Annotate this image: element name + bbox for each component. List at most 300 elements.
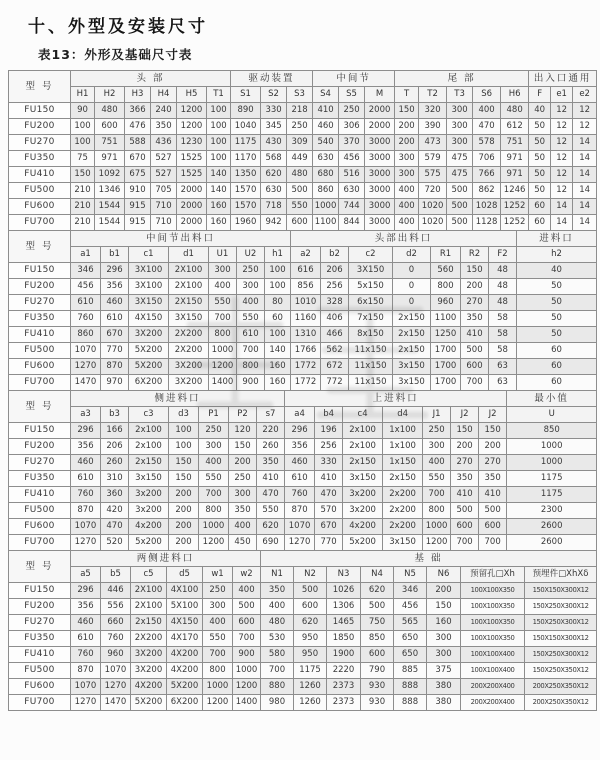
value-cell: 550	[287, 199, 313, 215]
value-cell: 300	[395, 167, 419, 183]
value-cell: 473	[419, 135, 447, 151]
value-cell: 1270	[71, 695, 101, 711]
model-cell: FU350	[9, 631, 71, 647]
value-cell: 700	[461, 375, 489, 391]
model-cell: FU700	[9, 535, 71, 551]
value-cell: 350	[261, 583, 294, 599]
value-cell: 1960	[231, 215, 261, 231]
model-cell: FU270	[9, 455, 71, 471]
value-cell: 460	[285, 455, 315, 471]
value-cell: 527	[151, 167, 177, 183]
value-cell: 300	[229, 487, 257, 503]
value-cell: 1020	[419, 199, 447, 215]
value-cell: 80	[265, 295, 291, 311]
value-cell: 150	[427, 599, 461, 615]
value-cell: 2000	[177, 215, 207, 231]
value-cell: 63	[489, 359, 517, 375]
value-cell: 400	[261, 599, 294, 615]
model-cell: FU600	[9, 679, 71, 695]
table-row	[9, 279, 597, 295]
column-header: c1	[129, 247, 169, 263]
value-cell: 420	[101, 503, 129, 519]
value-cell: 3x150	[383, 535, 423, 551]
value-cell: 3X100	[129, 263, 169, 279]
value-cell: 60	[265, 311, 291, 327]
value-cell: 550	[203, 631, 233, 647]
value-cell: 100	[71, 135, 95, 151]
table-row	[9, 615, 597, 631]
value-cell: 480	[501, 103, 529, 119]
value-cell: 460	[101, 295, 129, 311]
value-cell: 60	[517, 343, 597, 359]
value-cell: 578	[473, 135, 501, 151]
value-cell: 1246	[501, 183, 529, 199]
value-cell: 1x100	[383, 439, 423, 455]
value-cell: 296	[71, 583, 101, 599]
value-cell: 550	[209, 295, 237, 311]
value-cell: 612	[501, 119, 529, 135]
value-cell: 1350	[231, 167, 261, 183]
value-cell: 3X200	[129, 327, 169, 343]
value-cell: 610	[71, 471, 101, 487]
column-header: d2	[393, 247, 431, 263]
value-cell: 675	[125, 167, 151, 183]
value-cell: 630	[313, 151, 339, 167]
value-cell: 3000	[365, 183, 395, 199]
value-cell: 1400	[209, 375, 237, 391]
group-header: 出入口通用	[529, 71, 597, 87]
model-cell: FU350	[9, 311, 71, 327]
value-cell: 475	[447, 151, 473, 167]
value-cell: 2000	[365, 119, 395, 135]
group-header: 进料口	[517, 231, 597, 247]
value-cell: 140	[265, 343, 291, 359]
value-cell: 680	[313, 167, 339, 183]
value-cell: 2x100	[129, 423, 169, 439]
value-cell: 306	[339, 119, 365, 135]
model-cell: FU700	[9, 375, 71, 391]
column-header: H5	[177, 87, 207, 103]
value-cell: 460	[71, 615, 101, 631]
value-cell: 1525	[177, 151, 207, 167]
value-cell: 160	[207, 215, 231, 231]
value-cell: 410	[479, 487, 507, 503]
value-cell: 310	[101, 471, 129, 487]
value-cell: 3x150	[343, 471, 383, 487]
column-header: T	[395, 87, 419, 103]
value-cell: 1200	[423, 535, 451, 551]
column-header: T3	[447, 87, 473, 103]
value-cell: 856	[291, 279, 321, 295]
value-cell: 100X100X350	[461, 583, 525, 599]
value-cell: 100	[207, 135, 231, 151]
column-header: J2	[451, 407, 479, 423]
value-cell: 550	[423, 471, 451, 487]
model-cell: FU350	[9, 151, 71, 167]
value-cell: 1700	[431, 343, 461, 359]
table-row	[9, 263, 597, 279]
value-cell: 300	[447, 119, 473, 135]
value-cell: 100X100X350	[461, 631, 525, 647]
column-header: R1	[431, 247, 461, 263]
table-row	[9, 679, 597, 695]
value-cell: 12	[551, 103, 573, 119]
value-cell: 579	[419, 151, 447, 167]
value-cell: 300	[427, 631, 461, 647]
value-cell: 700	[209, 311, 237, 327]
value-cell: 970	[101, 375, 129, 391]
value-cell: 520	[101, 535, 129, 551]
value-cell: 58	[489, 311, 517, 327]
table-row	[9, 215, 597, 231]
value-cell: 400	[395, 215, 419, 231]
value-cell: 300	[447, 103, 473, 119]
value-cell: 610	[285, 471, 315, 487]
value-cell: 5x150	[349, 279, 393, 295]
model-cell: FU500	[9, 343, 71, 359]
value-cell: 1028	[473, 199, 501, 215]
value-cell: 2x100	[343, 439, 383, 455]
value-cell: 2x150	[393, 343, 431, 359]
value-cell: 150X150X300X12	[525, 631, 597, 647]
value-cell: 300	[199, 439, 229, 455]
value-cell: 218	[287, 103, 313, 119]
column-header: H4	[151, 87, 177, 103]
value-cell: 1000	[423, 519, 451, 535]
column-header: H2	[95, 87, 125, 103]
value-cell: 400	[237, 295, 265, 311]
model-cell: FU150	[9, 583, 71, 599]
value-cell: 2600	[507, 519, 597, 535]
value-cell: 700	[199, 487, 229, 503]
value-cell: 100	[265, 327, 291, 343]
value-cell: 500	[447, 183, 473, 199]
value-cell: 670	[101, 327, 129, 343]
value-cell: 240	[151, 103, 177, 119]
value-cell: 1270	[71, 535, 101, 551]
column-header: J1	[423, 407, 451, 423]
group-header: 驱动装置	[231, 71, 313, 87]
value-cell: 960	[431, 295, 461, 311]
value-cell: 5x200	[129, 535, 169, 551]
value-cell: 100	[265, 263, 291, 279]
model-cell: FU270	[9, 135, 71, 151]
value-cell: 300	[427, 647, 461, 663]
value-cell: 930	[361, 679, 394, 695]
value-cell: 1250	[431, 327, 461, 343]
value-cell: 200	[451, 439, 479, 455]
value-cell: 200	[395, 119, 419, 135]
value-cell: 210	[71, 183, 95, 199]
value-cell: 250	[229, 471, 257, 487]
value-cell: 600	[294, 599, 327, 615]
value-cell: 500	[479, 503, 507, 519]
value-cell: 2000	[365, 103, 395, 119]
value-cell: 1175	[294, 663, 327, 679]
table-row	[9, 519, 597, 535]
value-cell: 480	[95, 103, 125, 119]
value-cell: 1175	[507, 487, 597, 503]
value-cell: 6X200	[167, 695, 203, 711]
table-row	[9, 199, 597, 215]
value-cell: 1525	[177, 167, 207, 183]
value-cell: 250	[237, 263, 265, 279]
value-cell: 751	[95, 135, 125, 151]
value-cell: 14	[573, 151, 597, 167]
value-cell: 200	[479, 439, 507, 455]
model-cell: FU200	[9, 599, 71, 615]
value-cell: 1465	[327, 615, 361, 631]
model-cell: FU500	[9, 663, 71, 679]
value-cell: 1252	[501, 199, 529, 215]
value-cell: 12	[573, 103, 597, 119]
value-cell: 718	[261, 199, 287, 215]
value-cell: 3X200	[169, 375, 209, 391]
value-cell: 150	[229, 439, 257, 455]
value-cell: 4X200	[131, 679, 167, 695]
table-row	[9, 119, 597, 135]
value-cell: 600	[479, 519, 507, 535]
value-cell: 2X100	[169, 263, 209, 279]
model-cell: FU270	[9, 615, 71, 631]
value-cell: 350	[151, 119, 177, 135]
value-cell: 1270	[285, 535, 315, 551]
value-cell: 2220	[327, 663, 361, 679]
value-cell: 2X150	[169, 295, 209, 311]
value-cell: 4x200	[129, 519, 169, 535]
value-cell: 12	[551, 183, 573, 199]
column-header: N6	[427, 567, 461, 583]
value-cell: 480	[261, 615, 294, 631]
value-cell: 3x150	[393, 375, 431, 391]
value-cell: 1230	[177, 135, 207, 151]
value-cell: 100	[207, 151, 231, 167]
value-cell: 950	[294, 647, 327, 663]
value-cell: 700	[233, 631, 261, 647]
value-cell: 11x150	[349, 359, 393, 375]
value-cell: 1070	[71, 679, 101, 695]
column-header: N4	[361, 567, 394, 583]
value-cell: 1020	[419, 215, 447, 231]
table-row	[9, 599, 597, 615]
column-header: h1	[265, 247, 291, 263]
table-row	[9, 487, 597, 503]
value-cell: 4X100	[167, 583, 203, 599]
value-cell: 200	[395, 135, 419, 151]
value-cell: 206	[101, 439, 129, 455]
value-cell: 250	[339, 103, 365, 119]
value-cell: 100X100X350	[461, 599, 525, 615]
value-cell: 150X250X350X12	[525, 663, 597, 679]
table-row	[9, 455, 597, 471]
value-cell: 1100	[313, 215, 339, 231]
model-cell: FU600	[9, 519, 71, 535]
value-cell: 500	[461, 343, 489, 359]
value-cell: 700	[479, 535, 507, 551]
table-row	[9, 503, 597, 519]
value-cell: 2x150	[343, 455, 383, 471]
value-cell: 50	[517, 311, 597, 327]
group-header: 侧进料口	[71, 391, 285, 407]
value-cell: 2X200	[131, 631, 167, 647]
table-row	[9, 375, 597, 391]
value-cell: 260	[257, 439, 285, 455]
value-cell: 1026	[327, 583, 361, 599]
value-cell: 610	[71, 631, 101, 647]
value-cell: 630	[261, 183, 287, 199]
value-cell: 500	[294, 583, 327, 599]
value-cell: 700	[203, 647, 233, 663]
value-cell: 100	[71, 119, 95, 135]
value-cell: 1346	[95, 183, 125, 199]
value-cell: 5X200	[129, 359, 169, 375]
value-cell: 50	[529, 135, 551, 151]
value-cell: 200	[427, 583, 461, 599]
value-cell: 620	[257, 519, 285, 535]
column-header: a3	[71, 407, 101, 423]
value-cell: 50	[529, 167, 551, 183]
group-header: 中间节	[313, 71, 395, 87]
value-cell: 620	[261, 167, 287, 183]
value-cell: 375	[427, 663, 461, 679]
value-cell: 60	[529, 199, 551, 215]
value-cell: 14	[573, 135, 597, 151]
group-header: 头部出料口	[291, 231, 517, 247]
value-cell: 296	[285, 423, 315, 439]
value-cell: 860	[313, 183, 339, 199]
value-cell: 14	[551, 199, 573, 215]
value-cell: 466	[321, 327, 349, 343]
value-cell: 1470	[101, 695, 131, 711]
value-cell: 350	[461, 311, 489, 327]
value-cell: 5X200	[131, 695, 167, 711]
value-cell: 300	[237, 279, 265, 295]
value-cell: 570	[315, 503, 343, 519]
value-cell: 270	[461, 295, 489, 311]
value-cell: 800	[237, 359, 265, 375]
value-cell: 2x150	[393, 311, 431, 327]
value-cell: 660	[101, 615, 131, 631]
value-cell: 500	[451, 503, 479, 519]
model-column-header: 型 号	[9, 71, 71, 103]
table-row	[9, 167, 597, 183]
value-cell: 2x150	[131, 615, 167, 631]
value-cell: 100	[207, 103, 231, 119]
value-cell: 1200	[177, 103, 207, 119]
value-cell: 1270	[101, 679, 131, 695]
value-cell: 862	[473, 183, 501, 199]
value-cell: 1070	[285, 519, 315, 535]
value-cell: 610	[71, 295, 101, 311]
model-cell: FU700	[9, 695, 71, 711]
dimensions-table-overall	[8, 70, 597, 231]
value-cell: 5X200	[167, 679, 203, 695]
column-header: a5	[71, 567, 101, 583]
value-cell: 600	[287, 215, 313, 231]
value-cell: 210	[71, 199, 95, 215]
value-cell: 670	[315, 519, 343, 535]
value-cell: 150X150X300X12	[525, 583, 597, 599]
value-cell: 14	[573, 183, 597, 199]
table-row	[9, 327, 597, 343]
value-cell: 600	[361, 647, 394, 663]
value-cell: 60	[517, 375, 597, 391]
value-cell: 1260	[294, 695, 327, 711]
value-cell: 700	[451, 535, 479, 551]
column-header: N1	[261, 567, 294, 583]
value-cell: 63	[489, 375, 517, 391]
value-cell: 580	[261, 647, 294, 663]
value-cell: 3000	[365, 167, 395, 183]
value-cell: 700	[261, 663, 294, 679]
column-header: h2	[517, 247, 597, 263]
value-cell: 14	[551, 215, 573, 231]
column-header: N3	[327, 567, 361, 583]
value-cell: 942	[261, 215, 287, 231]
value-cell: 400	[203, 615, 233, 631]
value-cell: 410	[315, 471, 343, 487]
value-cell: 150X250X300X12	[525, 615, 597, 631]
model-cell: FU410	[9, 647, 71, 663]
value-cell: 150	[71, 167, 95, 183]
value-cell: 250	[199, 423, 229, 439]
column-header: e2	[573, 87, 597, 103]
value-cell: 476	[125, 119, 151, 135]
value-cell: 1100	[431, 311, 461, 327]
column-header: c3	[129, 407, 169, 423]
column-header: H3	[125, 87, 151, 103]
value-cell: 200	[169, 535, 199, 551]
value-cell: 0	[393, 279, 431, 295]
value-cell: 250	[203, 583, 233, 599]
value-cell: 196	[315, 423, 343, 439]
column-header: b1	[101, 247, 129, 263]
value-cell: 50	[529, 183, 551, 199]
value-cell: 12	[551, 119, 573, 135]
column-header: c4	[343, 407, 383, 423]
value-cell: 160	[207, 199, 231, 215]
value-cell: 1128	[473, 215, 501, 231]
value-cell: 690	[257, 535, 285, 551]
value-cell: 1766	[291, 343, 321, 359]
value-cell: 58	[489, 327, 517, 343]
value-cell: 1070	[71, 343, 101, 359]
value-cell: 700	[237, 343, 265, 359]
value-cell: 166	[101, 423, 129, 439]
value-cell: 14	[573, 215, 597, 231]
value-cell: 4X200	[167, 663, 203, 679]
value-cell: 1070	[101, 663, 131, 679]
value-cell: 500	[233, 599, 261, 615]
value-cell: 1070	[71, 519, 101, 535]
value-cell: 870	[101, 359, 129, 375]
value-cell: 620	[294, 615, 327, 631]
value-cell: 850	[507, 423, 597, 439]
value-cell: 11x150	[349, 343, 393, 359]
value-cell: 380	[427, 679, 461, 695]
value-cell: 400	[209, 279, 237, 295]
value-cell: 527	[151, 151, 177, 167]
model-cell: FU700	[9, 215, 71, 231]
value-cell: 2x200	[383, 519, 423, 535]
value-cell: 470	[315, 487, 343, 503]
value-cell: 400	[423, 455, 451, 471]
column-header: U2	[237, 247, 265, 263]
table-row	[9, 471, 597, 487]
value-cell: 410	[257, 471, 285, 487]
value-cell: 50	[529, 119, 551, 135]
column-header: a4	[285, 407, 315, 423]
